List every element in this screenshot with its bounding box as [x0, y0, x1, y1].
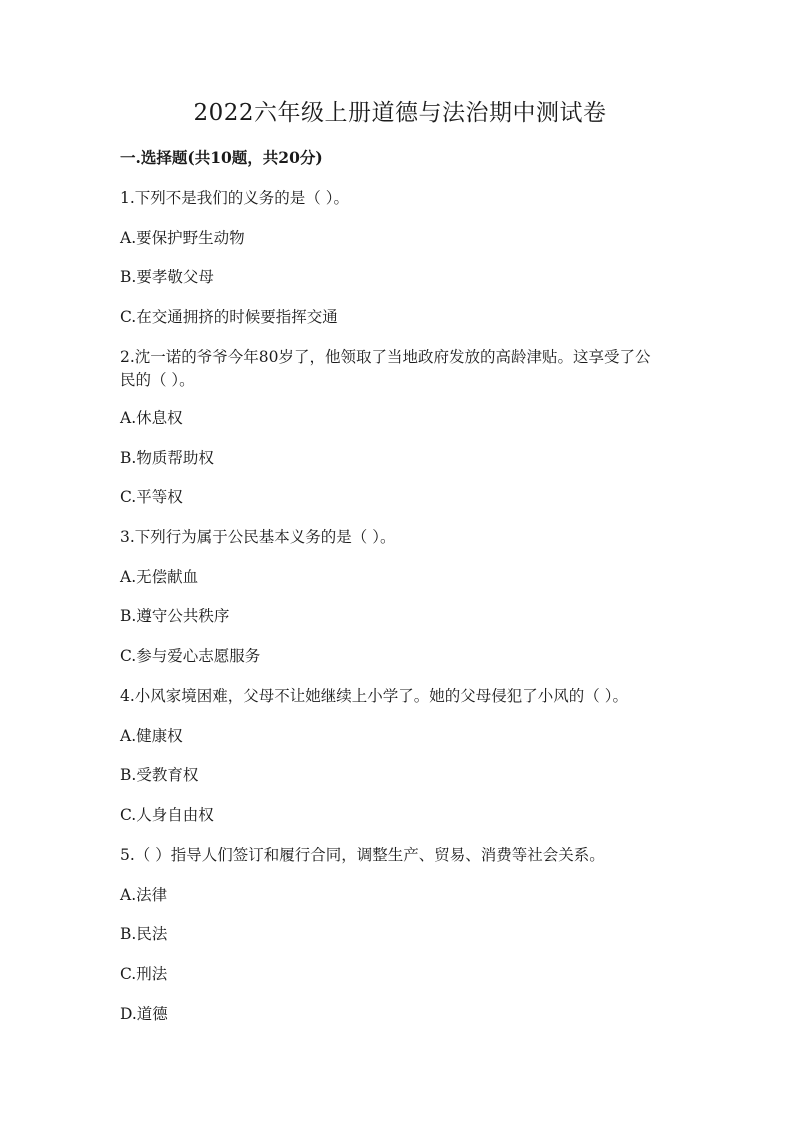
question-1-option-a: A.要保护野生动物	[120, 229, 245, 247]
question-3-option-a: A.无偿献血	[120, 568, 199, 586]
question-2-option-b: B.物质帮助权	[120, 449, 214, 467]
question-1-option-b: B.要孝敬父母	[120, 268, 214, 286]
question-1-option-c: C.在交通拥挤的时候要指挥交通	[120, 308, 338, 326]
question-5-stem: 5.（ ）指导人们签订和履行合同，调整生产、贸易、消费等社会关系。	[120, 846, 605, 864]
question-4-option-b: B.受教育权	[120, 766, 199, 784]
question-2-stem-line-2: 民的（ ）。	[120, 371, 195, 389]
question-5-option-c: C.刑法	[120, 965, 168, 983]
question-3-option-b: B.遵守公共秩序	[120, 607, 230, 625]
question-5-option-b: B.民法	[120, 925, 168, 943]
question-2-option-a: A.休息权	[120, 409, 183, 427]
question-4-option-a: A.健康权	[120, 727, 183, 745]
question-3-option-c: C.参与爱心志愿服务	[120, 647, 261, 665]
question-5-option-d: D.道德	[120, 1005, 168, 1023]
question-2-stem-line-1: 2.沈一诺的爷爷今年80岁了，他领取了当地政府发放的高龄津贴。这享受了公	[120, 348, 651, 366]
question-3-stem: 3.下列行为属于公民基本义务的是（ ）。	[120, 528, 396, 546]
section-heading: 一.选择题(共10题，共20分)	[120, 148, 323, 167]
question-2-option-c: C.平等权	[120, 488, 183, 506]
question-1-stem: 1.下列不是我们的义务的是（ ）。	[120, 189, 349, 207]
question-5-option-a: A.法律	[120, 886, 168, 904]
question-4-stem: 4.小风家境困难，父母不让她继续上小学了。她的父母侵犯了小风的（ ）。	[120, 687, 628, 705]
question-4-option-c: C.人身自由权	[120, 806, 214, 824]
page-title: 2022六年级上册道德与法治期中测试卷	[193, 100, 607, 126]
